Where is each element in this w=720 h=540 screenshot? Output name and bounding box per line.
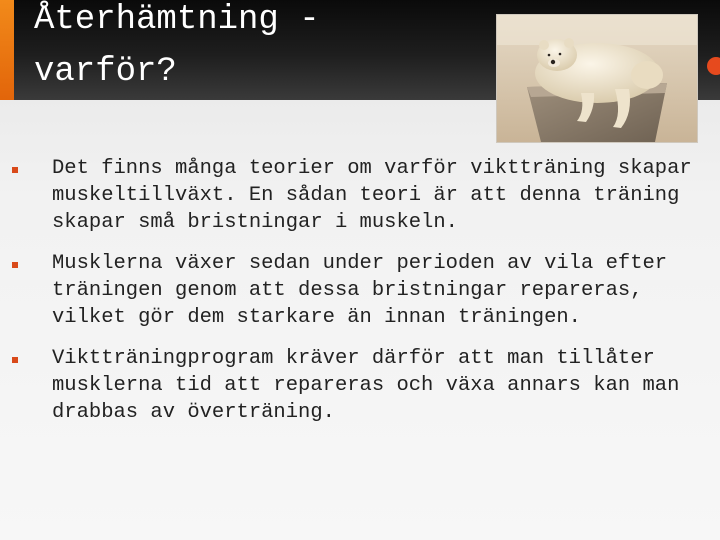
polar-bear-photo xyxy=(496,14,698,143)
bullet-marker-icon xyxy=(12,167,18,173)
bullet-item xyxy=(12,155,702,236)
accent-strip xyxy=(0,0,14,100)
bullet-marker-icon xyxy=(12,262,18,268)
slide-title: Återhämtning - varför? xyxy=(34,1,320,91)
decorative-dot xyxy=(707,57,720,75)
bullet-marker-icon xyxy=(12,357,18,363)
bullet-list xyxy=(12,155,702,440)
bullet-text: Musklerna växer sedan under perioden av vila efter träningen genom att dessa bristningar repareras, vilket gör dem starkare än innan träningen. xyxy=(52,252,668,329)
bullet-item xyxy=(12,345,702,426)
bullet-text: Det finns många teorier om varför viktträning skapar muskeltillväxt. En sådan teori är att denna träning skapar små bristningar i muskeln. xyxy=(52,157,692,234)
bullet-item xyxy=(12,250,702,331)
bullet-text: Viktträningprogram kräver därför att man tillåter musklerna tid att repareras och växa annars kan man drabbas av överträning. xyxy=(52,347,680,424)
